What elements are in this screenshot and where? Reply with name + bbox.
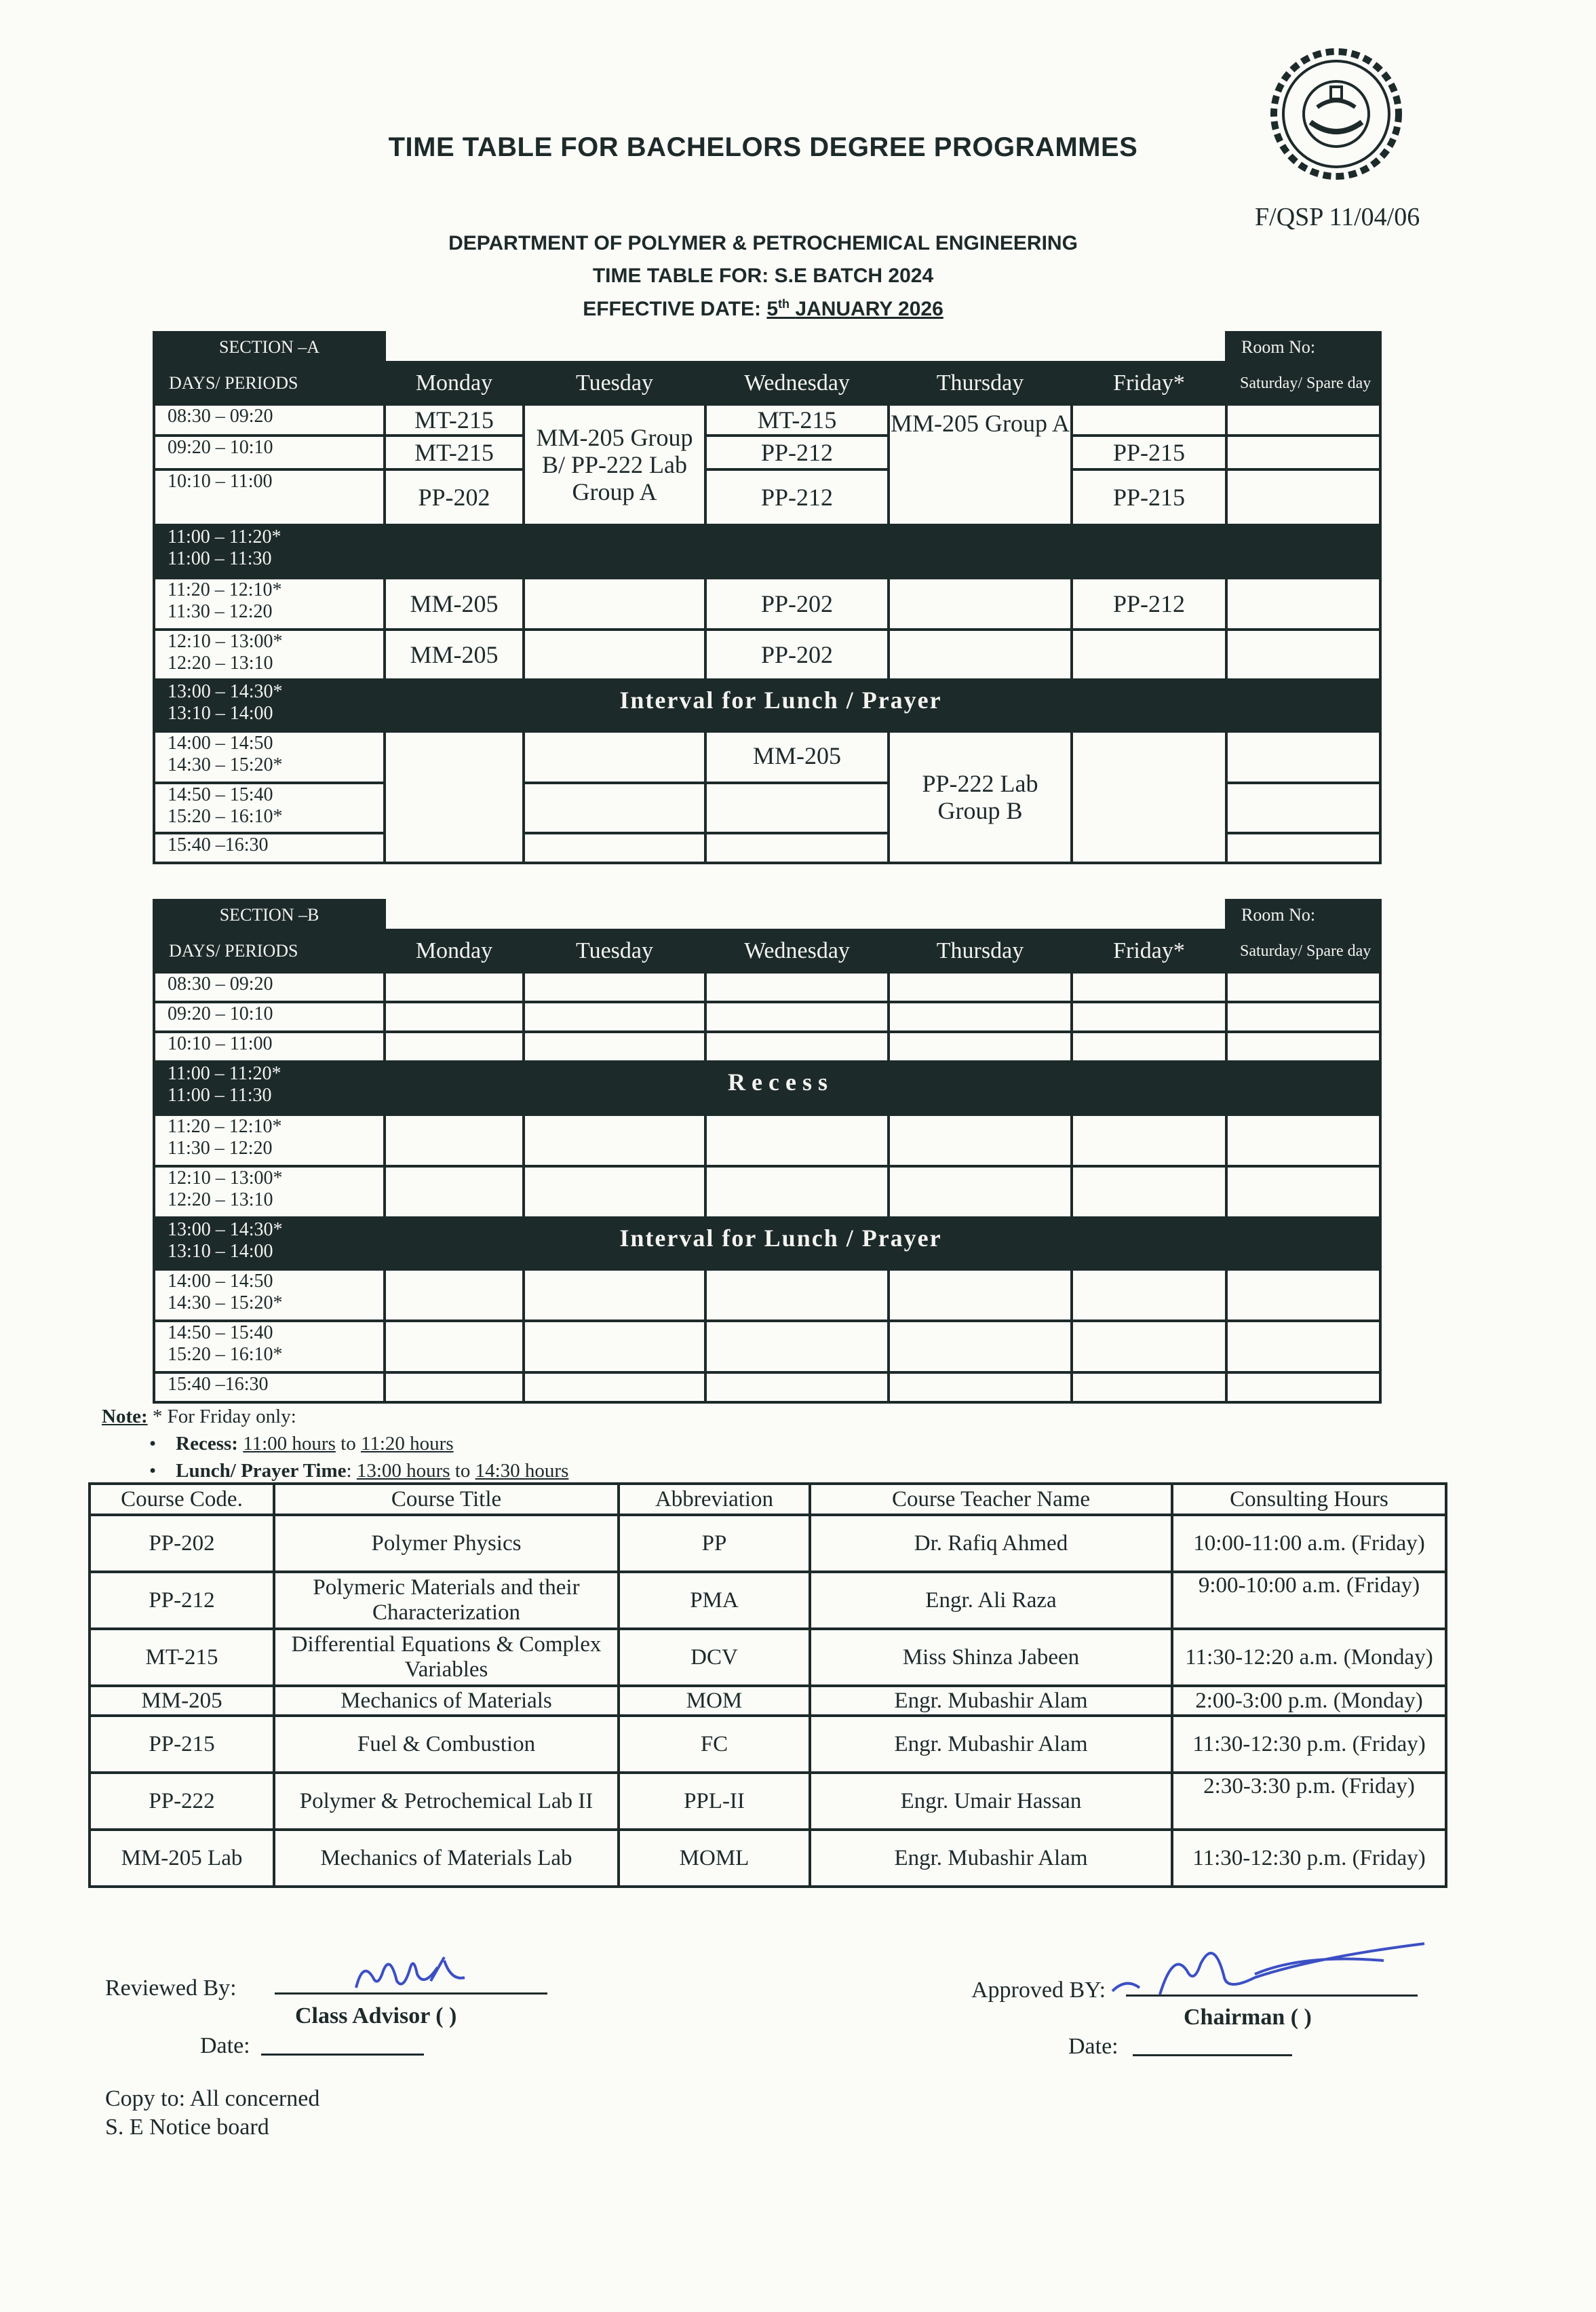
class-cell <box>705 1002 889 1032</box>
class-cell <box>1226 1115 1380 1166</box>
class-cell: PP-212 <box>705 469 889 525</box>
day-header-wednesday: Wednesday <box>705 362 889 404</box>
class-cell <box>524 1002 705 1032</box>
period-label: 14:50 – 15:40 15:20 – 16:10* <box>154 1321 385 1372</box>
class-cell <box>889 1372 1072 1402</box>
class-cell: PP-202 <box>705 630 889 680</box>
period-label: 14:50 – 15:40 15:20 – 16:10* <box>154 783 385 833</box>
class-cell: PP-215 <box>1072 436 1226 469</box>
form-number: F/QSP 11/04/06 <box>1255 203 1420 231</box>
column-header: Course Teacher Name <box>810 1484 1172 1515</box>
class-cell <box>385 972 524 1002</box>
class-cell <box>889 1321 1072 1372</box>
lunch-band: Interval for Lunch / Prayer <box>385 1218 1380 1269</box>
class-cell <box>1226 972 1380 1002</box>
class-cell <box>1226 630 1380 680</box>
period-label: 10:10 – 11:00 <box>154 1032 385 1062</box>
consulting-hours: 2:30-3:30 p.m. (Friday) <box>1172 1773 1446 1830</box>
class-cell: MT-215 <box>705 404 889 436</box>
course-code: MT-215 <box>90 1629 274 1686</box>
class-cell <box>705 1321 889 1372</box>
course-teacher: Engr. Mubashir Alam <box>810 1686 1172 1716</box>
class-cell: PP-202 <box>705 578 889 630</box>
class-cell <box>705 833 889 863</box>
period-label: 13:00 – 14:30* 13:10 – 14:00 <box>154 1218 385 1269</box>
column-header: Course Title <box>274 1484 619 1515</box>
class-cell <box>524 833 705 863</box>
course-title: Polymer & Petrochemical Lab II <box>274 1773 619 1830</box>
period-label: 15:40 –16:30 <box>154 1372 385 1402</box>
period-label: 09:20 – 10:10 <box>154 436 385 469</box>
class-cell <box>889 1166 1072 1218</box>
class-cell <box>1226 783 1380 833</box>
table-row <box>90 1773 1446 1830</box>
period-label: 11:20 – 12:10* 11:30 – 12:20 <box>154 1115 385 1166</box>
class-cell <box>1226 469 1380 525</box>
class-advisor-label: Class Advisor ( ) <box>295 2003 457 2028</box>
class-cell <box>1072 630 1226 680</box>
class-cell: PP-215 <box>1072 469 1226 525</box>
class-cell <box>1226 1002 1380 1032</box>
class-cell: PP-202 <box>385 469 524 525</box>
course-title: Fuel & Combustion <box>274 1716 619 1773</box>
period-label: 12:10 – 13:00* 12:20 – 13:10 <box>154 630 385 680</box>
class-cell: PP-212 <box>1072 578 1226 630</box>
day-header-wednesday: Wednesday <box>705 930 889 972</box>
class-cell <box>1072 404 1226 436</box>
recess-band <box>385 525 1380 578</box>
consulting-hours: 11:30-12:30 p.m. (Friday) <box>1172 1830 1446 1887</box>
class-cell <box>385 1032 524 1062</box>
course-code: PP-222 <box>90 1773 274 1830</box>
class-cell <box>889 1115 1072 1166</box>
approver-date-label: Date: <box>1068 2034 1118 2059</box>
reviewer-date-label: Date: <box>200 2033 250 2058</box>
copy-to: Copy to: All concerned <box>105 2086 320 2111</box>
notice-board: S. E Notice board <box>105 2115 269 2140</box>
consulting-hours: 10:00-11:00 a.m. (Friday) <box>1172 1515 1446 1572</box>
table-row <box>90 1629 1446 1686</box>
class-cell <box>1072 1269 1226 1321</box>
department-name: DEPARTMENT OF POLYMER & PETROCHEMICAL ENGINEERING <box>448 232 1078 254</box>
course-teacher: Dr. Rafiq Ahmed <box>810 1515 1172 1572</box>
effective-date: EFFECTIVE DATE: 5th JANUARY 2026 <box>583 297 943 320</box>
column-header: Abbreviation <box>619 1484 810 1515</box>
course-code: PP-212 <box>90 1572 274 1629</box>
course-teacher: Miss Shinza Jabeen <box>810 1629 1172 1686</box>
room-no-label: Room No: <box>1226 332 1380 362</box>
class-cell <box>889 972 1072 1002</box>
course-title: Mechanics of Materials Lab <box>274 1830 619 1887</box>
reviewer-signature <box>349 1940 471 2001</box>
class-cell <box>524 1372 705 1402</box>
section-a-label: SECTION –A <box>154 332 385 362</box>
class-cell: MM-205 <box>385 630 524 680</box>
course-abbreviation: DCV <box>619 1629 810 1686</box>
reviewer-date-line <box>261 2054 424 2056</box>
class-cell <box>385 1166 524 1218</box>
class-cell <box>385 731 524 863</box>
class-cell: MM-205 <box>705 731 889 783</box>
course-abbreviation: PMA <box>619 1572 810 1629</box>
period-label: 11:00 – 11:20* 11:00 – 11:30 <box>154 525 385 578</box>
course-title: Polymeric Materials and their Characterization <box>274 1572 619 1629</box>
recess-band: Recess <box>385 1062 1380 1115</box>
class-cell <box>1072 1115 1226 1166</box>
class-cell: MM-205 Group A <box>889 404 1072 525</box>
course-title: Polymer Physics <box>274 1515 619 1572</box>
class-cell <box>385 1321 524 1372</box>
period-label: 11:00 – 11:20* 11:00 – 11:30 <box>154 1062 385 1115</box>
spare-day-label: Saturday/ Spare day <box>1226 362 1380 404</box>
course-teacher: Engr. Umair Hassan <box>810 1773 1172 1830</box>
day-header-tuesday: Tuesday <box>524 930 705 972</box>
course-code: MM-205 <box>90 1686 274 1716</box>
lunch-band: Interval for Lunch / Prayer <box>385 680 1380 731</box>
class-cell <box>705 1166 889 1218</box>
spare-day-label: Saturday/ Spare day <box>1226 930 1380 972</box>
day-header-monday: Monday <box>385 930 524 972</box>
consulting-hours: 2:00-3:00 p.m. (Monday) <box>1172 1686 1446 1716</box>
class-cell <box>705 1032 889 1062</box>
class-cell: PP-222 Lab Group B <box>889 731 1072 863</box>
days-periods-label: DAYS/ PERIODS <box>154 930 385 972</box>
course-code: PP-202 <box>90 1515 274 1572</box>
class-cell <box>524 972 705 1002</box>
class-cell <box>705 1372 889 1402</box>
class-cell <box>1072 1032 1226 1062</box>
approver-signature <box>1099 1930 1438 2005</box>
class-cell <box>385 1372 524 1402</box>
table-row <box>90 1716 1446 1773</box>
class-cell <box>705 1115 889 1166</box>
class-cell: MT-215 <box>385 404 524 436</box>
course-abbreviation: FC <box>619 1716 810 1773</box>
class-cell <box>889 578 1072 630</box>
column-header: Course Code. <box>90 1484 274 1515</box>
class-cell <box>1226 1032 1380 1062</box>
document-title: TIME TABLE FOR BACHELORS DEGREE PROGRAMMES <box>388 132 1138 162</box>
class-cell <box>1226 833 1380 863</box>
class-cell <box>1226 436 1380 469</box>
day-header-thursday: Thursday <box>889 362 1072 404</box>
day-header-thursday: Thursday <box>889 930 1072 972</box>
period-label: 08:30 – 09:20 <box>154 972 385 1002</box>
table-row <box>90 1515 1446 1572</box>
class-cell <box>524 1321 705 1372</box>
course-teacher: Engr. Mubashir Alam <box>810 1716 1172 1773</box>
approver-date-line <box>1133 2054 1292 2056</box>
class-cell <box>1072 1321 1226 1372</box>
class-cell <box>1072 1002 1226 1032</box>
class-cell <box>524 1269 705 1321</box>
section-b-timetable <box>153 899 1382 1404</box>
class-cell <box>705 783 889 833</box>
course-title: Mechanics of Materials <box>274 1686 619 1716</box>
class-cell <box>1072 1372 1226 1402</box>
course-code: MM-205 Lab <box>90 1830 274 1887</box>
course-abbreviation: MOML <box>619 1830 810 1887</box>
class-cell <box>524 1166 705 1218</box>
day-header-friday: Friday* <box>1072 930 1226 972</box>
friday-note: Note: * For Friday only: • Recess: 11:00 hours to 11:20 hours • Lunch/ Prayer Time: 13:00 hours to 14:30 hours <box>102 1406 569 1482</box>
course-teacher: Engr. Mubashir Alam <box>810 1830 1172 1887</box>
consulting-hours: 9:00-10:00 a.m. (Friday) <box>1172 1572 1446 1629</box>
chairman-label: Chairman ( ) <box>1184 2005 1312 2030</box>
class-cell <box>705 972 889 1002</box>
day-header-tuesday: Tuesday <box>524 362 705 404</box>
class-cell <box>1226 1372 1380 1402</box>
class-cell <box>1226 404 1380 436</box>
period-label: 09:20 – 10:10 <box>154 1002 385 1032</box>
timetable-for: TIME TABLE FOR: S.E BATCH 2024 <box>592 265 934 287</box>
period-label: 13:00 – 14:30* 13:10 – 14:00 <box>154 680 385 731</box>
class-cell <box>385 1269 524 1321</box>
class-cell <box>1226 731 1380 783</box>
consulting-hours: 11:30-12:30 p.m. (Friday) <box>1172 1716 1446 1773</box>
course-table <box>88 1482 1447 1888</box>
class-cell <box>889 630 1072 680</box>
class-cell <box>1226 1269 1380 1321</box>
approved-by-label: Approved BY: <box>971 1978 1106 2003</box>
consulting-hours: 11:30-12:20 a.m. (Monday) <box>1172 1629 1446 1686</box>
column-header: Consulting Hours <box>1172 1484 1446 1515</box>
table-row <box>90 1686 1446 1716</box>
table-row <box>90 1572 1446 1629</box>
class-cell: MT-215 <box>385 436 524 469</box>
period-label: 12:10 – 13:00* 12:20 – 13:10 <box>154 1166 385 1218</box>
class-cell: PP-212 <box>705 436 889 469</box>
course-title: Differential Equations & Complex Variables <box>274 1629 619 1686</box>
class-cell <box>1226 1166 1380 1218</box>
course-code: PP-215 <box>90 1716 274 1773</box>
reviewed-by-label: Reviewed By: <box>105 1976 237 2001</box>
period-label: 08:30 – 09:20 <box>154 404 385 436</box>
class-cell <box>524 783 705 833</box>
class-cell <box>1072 731 1226 863</box>
day-header-friday: Friday* <box>1072 362 1226 404</box>
class-cell <box>524 1032 705 1062</box>
section-a-timetable <box>153 331 1382 864</box>
course-abbreviation: PP <box>619 1515 810 1572</box>
class-cell <box>889 1032 1072 1062</box>
class-cell <box>524 630 705 680</box>
class-cell: MM-205 <box>385 578 524 630</box>
class-cell <box>1072 972 1226 1002</box>
room-no-label: Room No: <box>1226 900 1380 930</box>
class-cell <box>524 1115 705 1166</box>
class-cell <box>1226 1321 1380 1372</box>
class-cell <box>524 578 705 630</box>
period-label: 11:20 – 12:10* 11:30 – 12:20 <box>154 578 385 630</box>
day-header-monday: Monday <box>385 362 524 404</box>
class-cell <box>385 1115 524 1166</box>
course-abbreviation: PPL-II <box>619 1773 810 1830</box>
table-row <box>90 1830 1446 1887</box>
period-label: 15:40 –16:30 <box>154 833 385 863</box>
class-cell <box>1226 578 1380 630</box>
class-cell: MM-205 Group B/ PP-222 Lab Group A <box>524 404 705 525</box>
course-abbreviation: MOM <box>619 1686 810 1716</box>
period-label: 14:00 – 14:50 14:30 – 15:20* <box>154 1269 385 1321</box>
class-cell <box>889 1269 1072 1321</box>
period-label: 10:10 – 11:00 <box>154 469 385 525</box>
class-cell <box>889 1002 1072 1032</box>
period-label: 14:00 – 14:50 14:30 – 15:20* <box>154 731 385 783</box>
section-b-label: SECTION –B <box>154 900 385 930</box>
days-periods-label: DAYS/ PERIODS <box>154 362 385 404</box>
class-cell <box>385 1002 524 1032</box>
course-teacher: Engr. Ali Raza <box>810 1572 1172 1629</box>
class-cell <box>524 731 705 783</box>
class-cell <box>705 1269 889 1321</box>
class-cell <box>1072 1166 1226 1218</box>
